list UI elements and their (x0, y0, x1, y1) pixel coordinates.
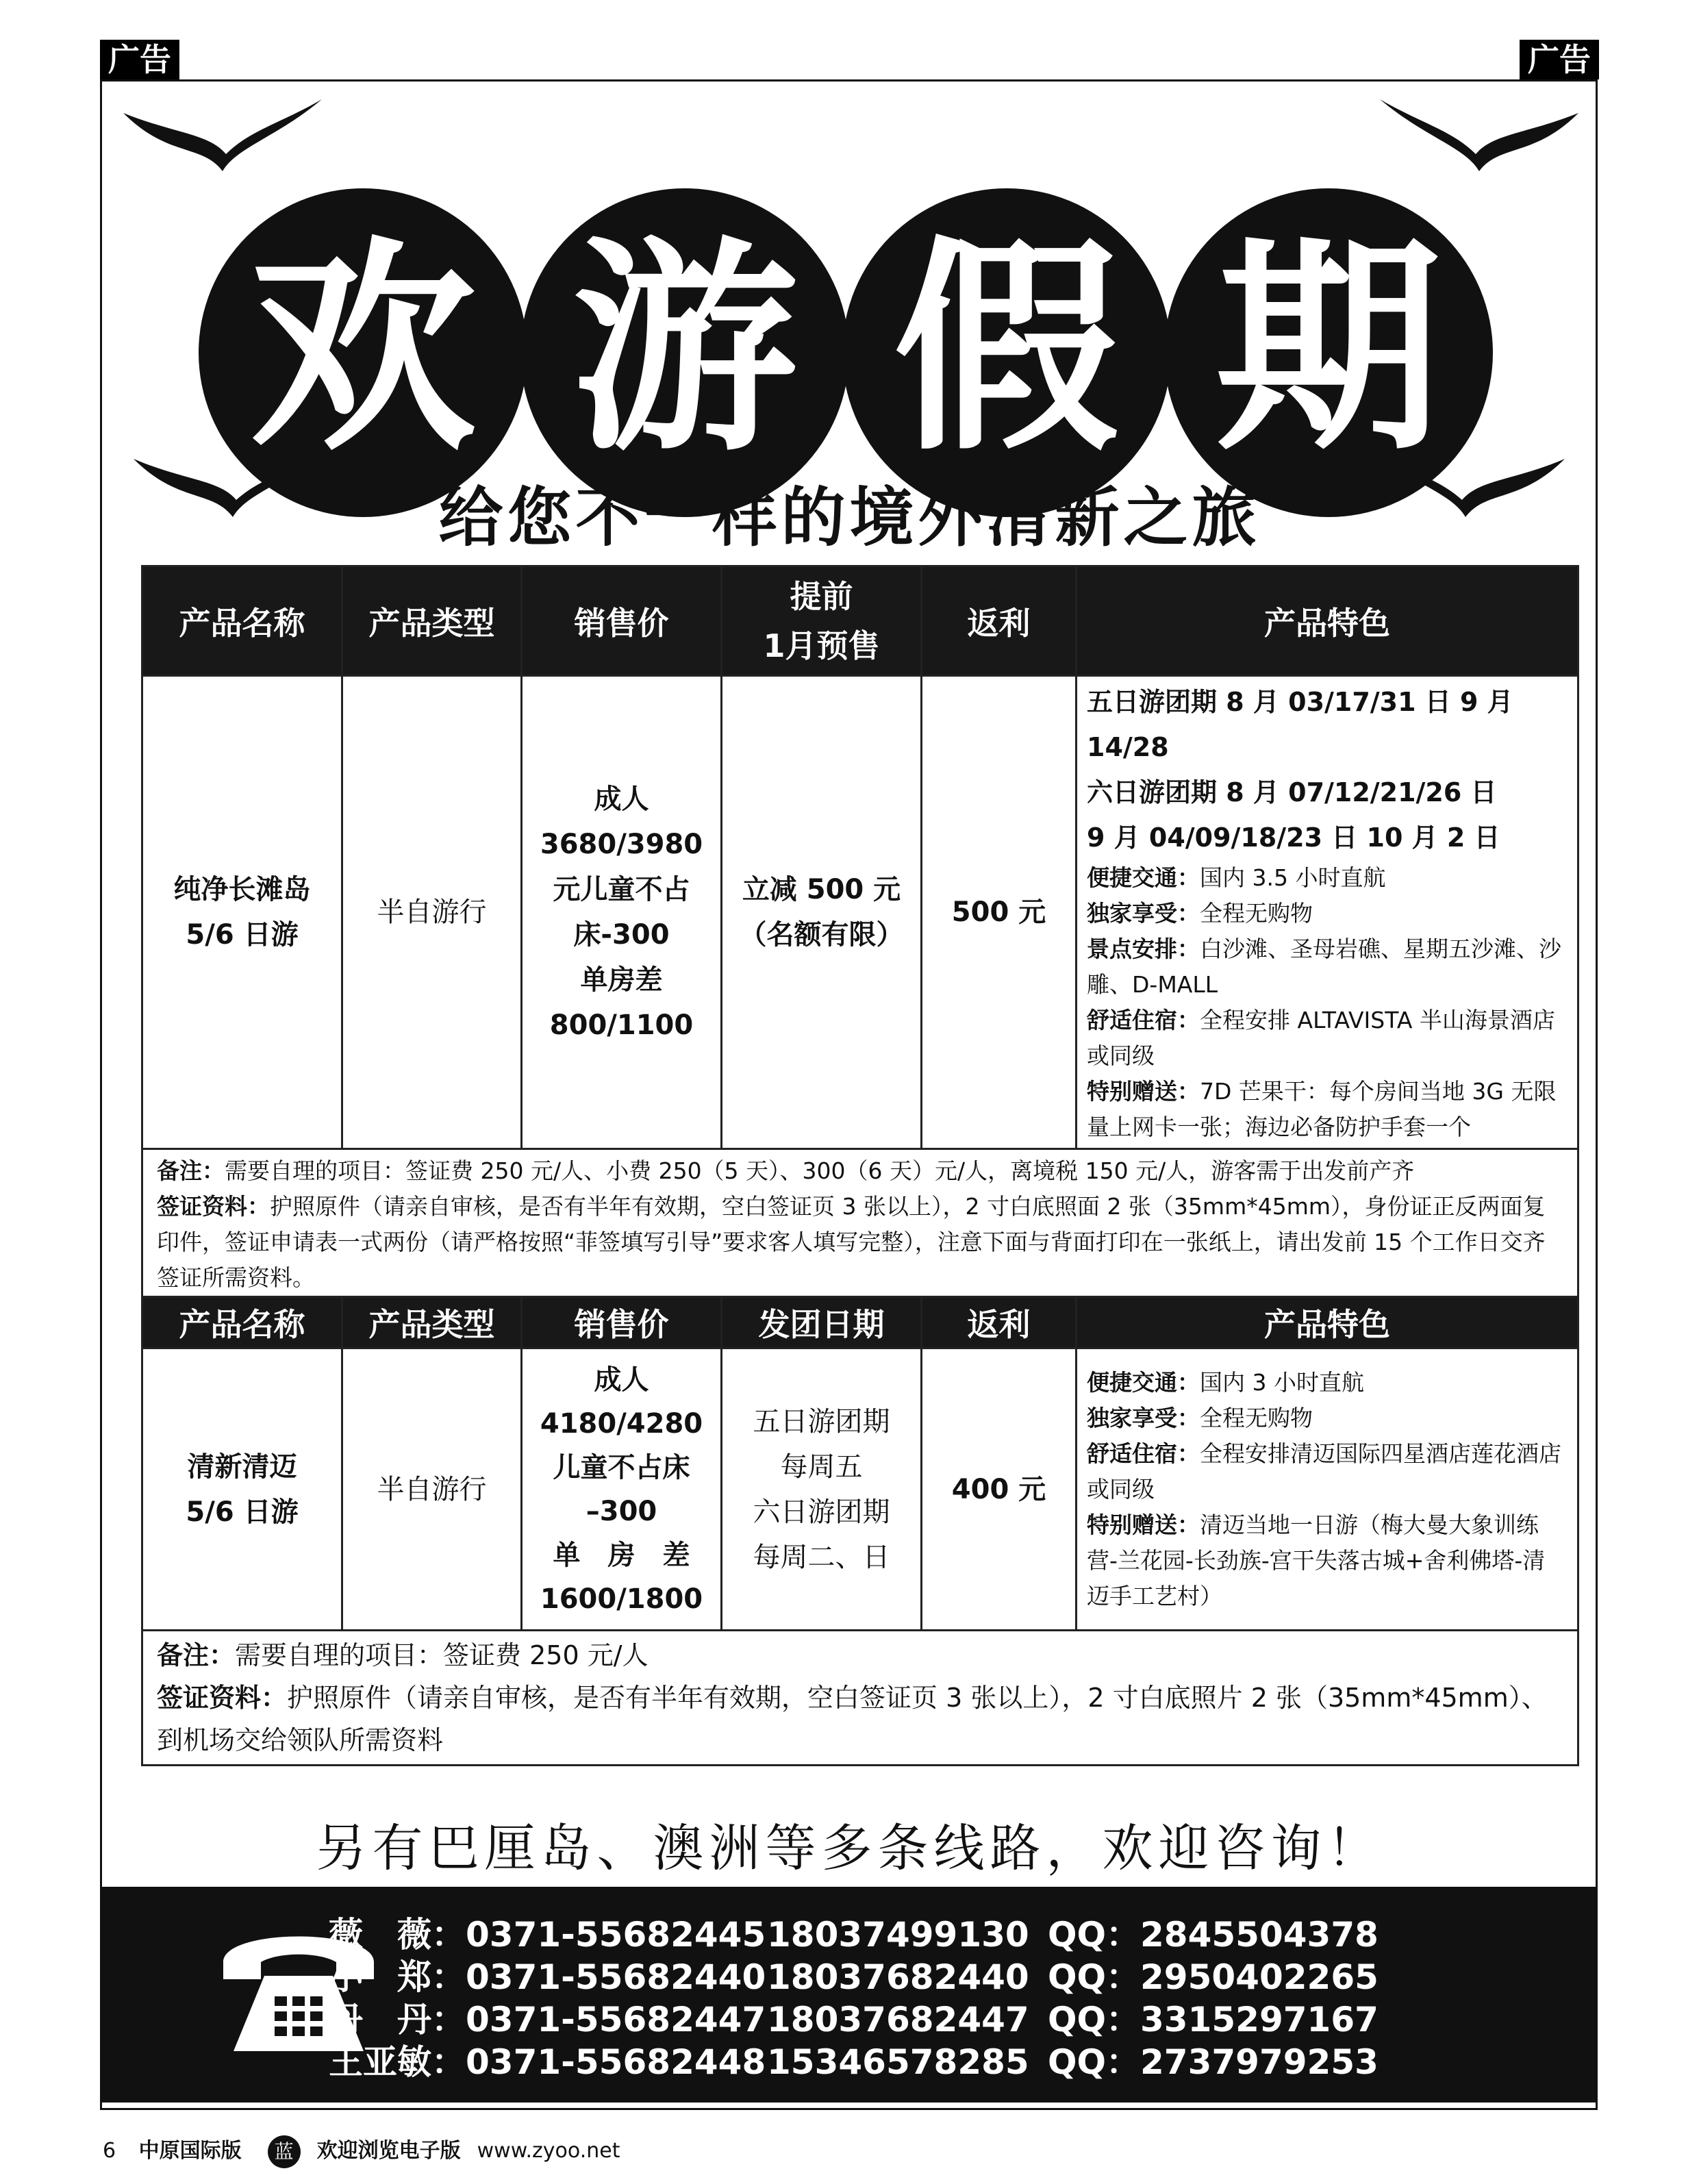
logo-icon: 蓝 (268, 2135, 301, 2168)
contact-row: 王亚敏：0371-5568244815346578285 QQ：2737979253 (329, 2042, 1379, 2082)
table-header (142, 1297, 1578, 1348)
header-cell: 产品特色 (1077, 1297, 1578, 1348)
header-cell: 产品名称 (142, 1297, 342, 1348)
header-cell: 销售价 (522, 1297, 722, 1348)
header-cell: 产品名称 (142, 566, 342, 676)
headline-char: 假 (842, 188, 1171, 517)
table-header (142, 566, 1578, 676)
website-link[interactable]: www.zyoo.net (477, 2139, 620, 2163)
contact-row: 薇 薇：0371-5568244518037499130 QQ：2845504378 (329, 1915, 1379, 1955)
header-cell: 发团日期 (722, 1297, 922, 1348)
product-name: 纯净长滩岛 5/6 日游 (142, 676, 342, 1149)
product-table-1 (141, 565, 1579, 1301)
subtitle: 给您不一样的境外清新之旅 (438, 481, 1261, 555)
bird-icon (1376, 96, 1582, 185)
product-type: 半自游行 (342, 1348, 522, 1631)
header-cell: 产品类型 (342, 1297, 522, 1348)
product-features: 五日游团期 8 月 03/17/31 日 9 月 14/28 六日游团期 8 月 07/12/21/26 日 9 月 04/09/18/23 日 10 月 2 日 便捷交通：国内 3.5 小时直航 独家享受：全程无购物 景点安排：白沙滩、圣母岩礁、星期五沙滩、沙雕、D-MALL 舒适住宿：全程安排 ALTAVISTA 半山海景酒店或同级 特别赠送：7D 芒果干：每个房间当地 3G 无限量上网卡一张；海边必备防护手套一个 (1077, 676, 1578, 1149)
page-number: 6 (103, 2139, 116, 2163)
slogan: 欢迎浏览电子版 (316, 2139, 461, 2163)
more-routes: 另有巴厘岛、澳洲等多条线路，欢迎咨询！ (316, 1819, 1383, 1878)
header-cell: 提前 1月预售 (722, 566, 922, 676)
departure-dates: 五日游团期 每周五 六日游团期 每周二、日 (722, 1348, 922, 1631)
sale-price: 成人 3680/3980 元儿童不占 床-300 单房差 800/1100 (522, 676, 722, 1149)
sale-price: 成人 4180/4280 儿童不占床 –300 单 房 差 1600/1800 (522, 1348, 722, 1631)
footer (103, 2133, 636, 2168)
header-cell: 返利 (922, 566, 1077, 676)
notes: 备注：需要自理的项目：签证费 250 元/人、小费 250（5 天）、300（6 天）元/人，离境税 150 元/人，游客需于出发前产齐 签证资料：护照原件（请亲自审核，是否有半年有效期，空白签证页 3 张以上），2 寸白底照面 2 张（35mm*45mm），身份证正反两面复印件，签证申请表一式两份（请严格按照“菲签填写引导”要求客人填写完整），注意下面与背面打印在一张纸上，请出发前 15 个工作日交齐签证所需资料。 (142, 1149, 1578, 1300)
header-cell: 销售价 (522, 566, 722, 676)
contact-row: 丹 丹：0371-5568244718037682447 QQ：3315297167 (329, 2000, 1379, 2039)
notes-row (142, 1631, 1578, 1766)
header-cell: 产品类型 (342, 566, 522, 676)
headline-char: 游 (520, 188, 849, 517)
table-row (142, 676, 1578, 1149)
notes: 备注：需要自理的项目：签证费 250 元/人 签证资料：护照原件（请亲自审核，是否有半年有效期，空白签证页 3 张以上），2 寸白底照片 2 张（35mm*45mm）、到机场交给领队所需资料 (142, 1631, 1578, 1766)
presale-discount: 立减 500 元 （名额有限） (722, 676, 922, 1149)
notes-row (142, 1149, 1578, 1300)
headline-char: 欢 (199, 188, 527, 517)
bird-icon (120, 96, 325, 185)
contact-row: 小 郑：0371-5568244018037682440 QQ：2950402265 (329, 1957, 1379, 1997)
ad-tag-left: 广告 (100, 40, 179, 79)
header-cell: 产品特色 (1077, 566, 1578, 676)
product-name: 清新清迈 5/6 日游 (142, 1348, 342, 1631)
product-features: 便捷交通：国内 3 小时直航 独家享受：全程无购物 舒适住宿：全程安排清迈国际四星酒店莲花酒店或同级 特别赠送：清迈当地一日游（梅大曼大象训练营-兰花园-长劲族-宫干失落古城+舍利佛塔-清迈手工艺村） (1077, 1348, 1578, 1631)
table-row (142, 1348, 1578, 1631)
product-table-2 (141, 1296, 1579, 1766)
product-type: 半自游行 (342, 676, 522, 1149)
header-cell: 返利 (922, 1297, 1077, 1348)
rebate: 500 元 (922, 676, 1077, 1149)
edition-name: 中原国际版 (138, 2139, 242, 2163)
ad-tag-right: 广告 (1520, 40, 1599, 79)
headline-char: 期 (1164, 188, 1493, 517)
rebate: 400 元 (922, 1348, 1077, 1631)
